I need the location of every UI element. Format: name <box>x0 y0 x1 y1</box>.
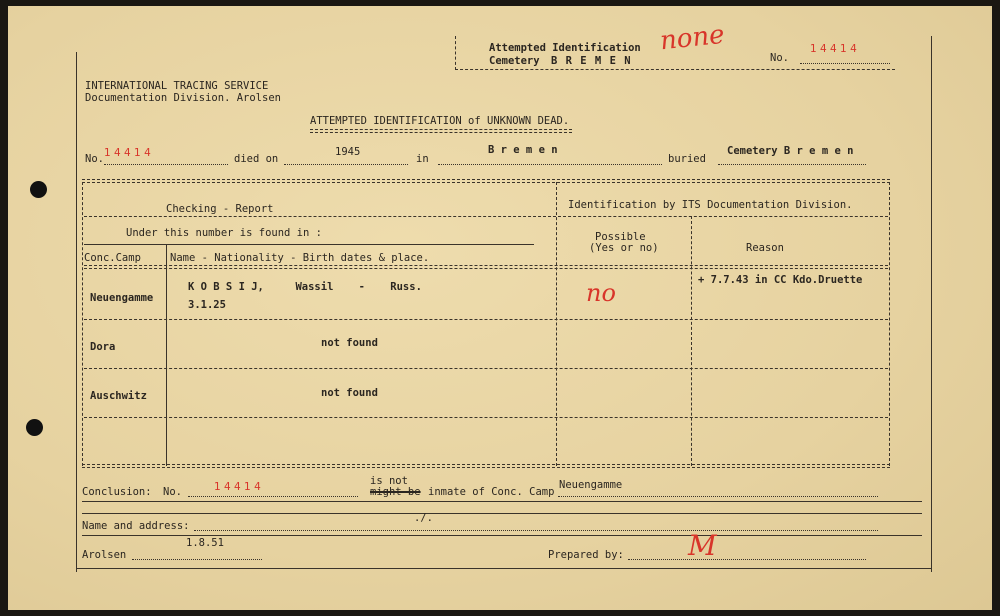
header-no-dots <box>800 63 890 64</box>
col-possible-header-2: (Yes or no) <box>589 242 659 254</box>
place-value: B r e m e n <box>488 144 558 156</box>
conclusion-rule <box>82 501 922 502</box>
conclusion-inmate-text: inmate of Conc. Camp <box>428 486 555 498</box>
row-separator-1 <box>84 319 888 320</box>
row2-name: not found <box>321 337 378 349</box>
org-name: INTERNATIONAL TRACING SERVICE <box>85 80 269 92</box>
punch-hole-bottom <box>26 419 43 436</box>
identification-header-underline <box>558 216 888 217</box>
in-label: in <box>416 153 429 165</box>
footer-date: 1.8.51 <box>186 537 224 549</box>
row1-camp: Neuengamme <box>90 292 154 304</box>
frame-left <box>76 52 77 572</box>
place-dots <box>438 164 662 165</box>
document-card <box>8 6 992 610</box>
died-value: 1945 <box>335 146 361 158</box>
attempted-identification-label: Attempted Identification <box>489 42 641 54</box>
prepared-by-dots <box>628 559 866 560</box>
handwritten-none: none <box>658 19 726 57</box>
conclusion-is-not: is not <box>370 475 408 487</box>
record-no-value: 1 4 4 1 4 <box>104 147 151 159</box>
table-possible-reason-line <box>691 216 692 466</box>
col-name-header: Name - Nationality - Birth dates & place. <box>170 252 430 264</box>
buried-label: buried <box>668 153 706 165</box>
column-header-underline <box>84 265 888 269</box>
footer-place: Arolsen <box>82 549 127 561</box>
conclusion-no-value: 1 4 4 1 4 <box>214 481 261 493</box>
name-address-dots <box>194 530 878 531</box>
cemetery-name: B R E M E N <box>551 55 632 67</box>
prepared-by-initial: M <box>688 529 717 562</box>
footer-date-dots <box>132 559 262 560</box>
conclusion-struck: might be <box>370 486 421 498</box>
under-number-underline <box>84 244 534 245</box>
document-title: ATTEMPTED IDENTIFICATION of UNKNOWN DEAD. <box>310 115 570 127</box>
cemetery-label: Cemetery <box>489 55 540 67</box>
buried-dots <box>718 164 866 165</box>
died-label: died on <box>234 153 279 165</box>
row2-camp: Dora <box>90 341 116 353</box>
table-camp-name-line <box>166 244 167 466</box>
checking-header-underline <box>84 216 556 217</box>
conclusion-no-label: No. <box>163 486 182 498</box>
row1-birthdate: 3.1.25 <box>188 299 226 311</box>
org-division: Documentation Division. Arolsen <box>85 92 281 104</box>
punch-hole-top <box>30 181 47 198</box>
died-dots <box>284 164 408 165</box>
col-possible-header-1: Possible <box>595 231 646 243</box>
checking-report-header: Checking - Report <box>166 203 274 215</box>
name-address-rule <box>82 535 922 536</box>
table-bottom-border <box>82 464 890 468</box>
table-left-line <box>82 182 83 466</box>
row1-reason: + 7.7.43 in CC Kdo.Druette <box>698 274 863 286</box>
record-no-label: No. <box>85 153 104 165</box>
table-top-border <box>82 179 890 183</box>
row1-possible: no <box>586 279 616 307</box>
conclusion-camp: Neuengamme <box>559 479 623 491</box>
record-no-dots <box>104 164 228 165</box>
header-no-label: No. <box>770 52 789 64</box>
header-no-value: 1 4 4 1 4 <box>810 43 857 55</box>
col-reason-header: Reason <box>746 242 784 254</box>
row-separator-3 <box>84 417 888 418</box>
conclusion-rule-lower <box>82 513 922 514</box>
frame-bottom <box>76 568 932 569</box>
buried-value: Cemetery B r e m e n <box>727 145 854 157</box>
table-mid-line <box>556 182 557 466</box>
under-number-header: Under this number is found in : <box>126 227 322 239</box>
title-underline <box>310 129 572 133</box>
name-address-value: ./. <box>414 512 433 524</box>
conclusion-label: Conclusion: <box>82 486 152 498</box>
header-box-left <box>455 36 456 70</box>
row1-name: K O B S I J, Wassil - Russ. <box>188 281 422 293</box>
row-separator-2 <box>84 368 888 369</box>
col-camp-header: Conc.Camp <box>84 252 141 264</box>
frame-right <box>931 36 932 572</box>
header-box-bottom <box>455 69 895 70</box>
prepared-by-label: Prepared by: <box>548 549 624 561</box>
conclusion-no-dots <box>188 496 358 497</box>
row3-camp: Auschwitz <box>90 390 147 402</box>
table-right-line <box>889 182 890 466</box>
row3-name: not found <box>321 387 378 399</box>
name-address-label: Name and address: <box>82 520 190 532</box>
identification-header: Identification by ITS Documentation Division. <box>568 199 853 211</box>
conclusion-camp-dots <box>558 496 878 497</box>
